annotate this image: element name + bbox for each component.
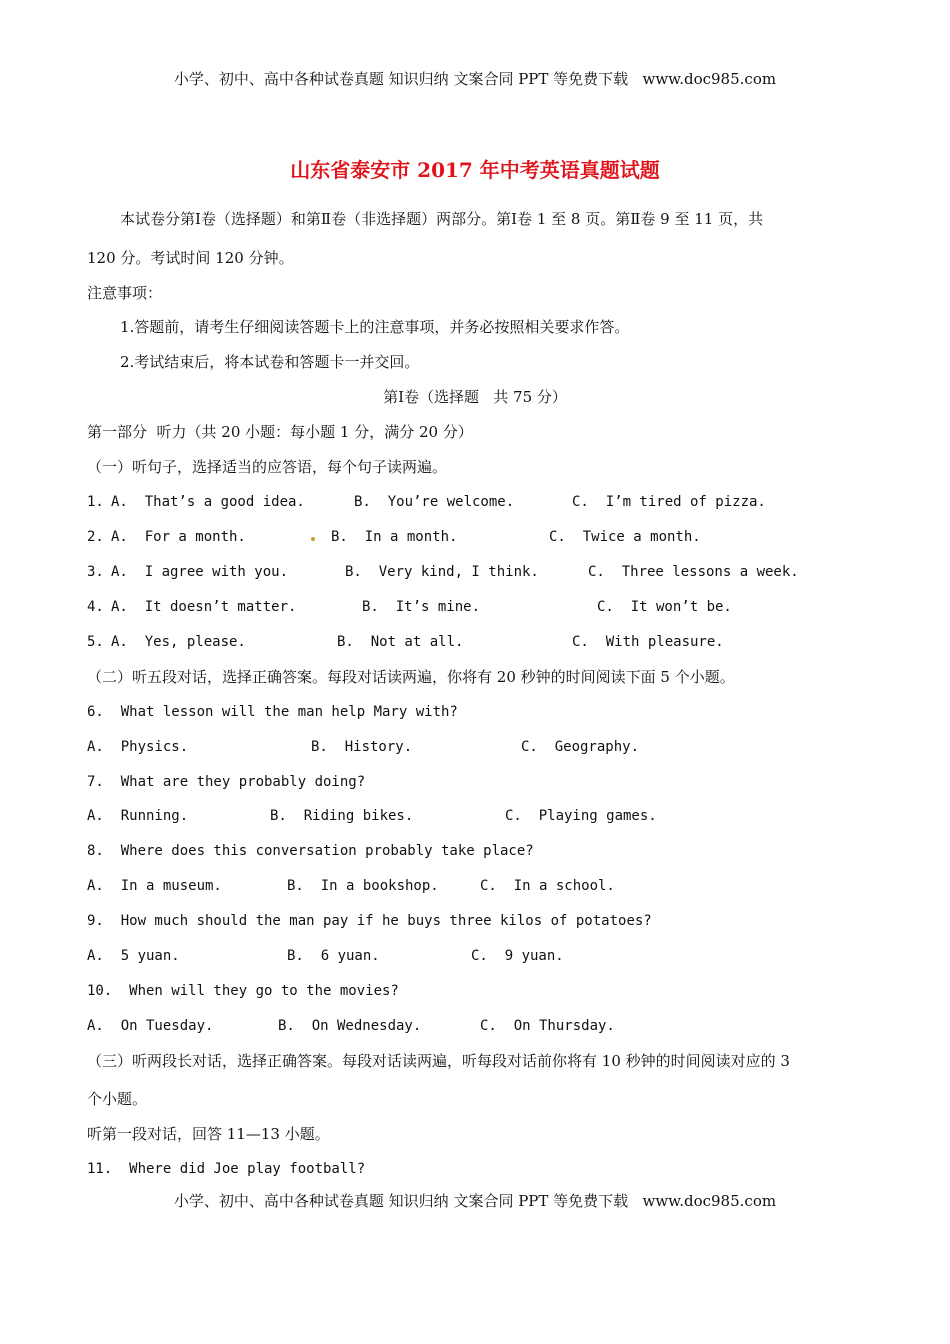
question-text: 10. When will they go to the movies?: [87, 983, 399, 999]
option-c: C. With pleasure.: [572, 634, 724, 650]
option-b: B. History.: [311, 739, 413, 755]
page-footer: 小学、初中、高中各种试卷真题 知识归纳 文案合同 PPT 等免费下载 www.doc985.com: [173, 1192, 777, 1210]
page-header: 小学、初中、高中各种试卷真题 知识归纳 文案合同 PPT 等免费下载 www.doc985.com: [173, 70, 777, 88]
note-2: 2.考试结束后，将本试卷和答题卡一并交回。: [120, 353, 420, 371]
notes-title: 注意事项：: [87, 284, 163, 302]
option-a: A. On Tuesday.: [87, 1018, 214, 1034]
question-text: 9. How much should the man pay if he buys three kilos of potatoes?: [87, 913, 652, 929]
option-b: B. 6 yuan.: [287, 948, 380, 964]
question-number: 1.: [87, 494, 104, 510]
subsection-1: （一）听句子，选择适当的应答语，每个句子读两遍。: [87, 458, 448, 476]
option-a: A. I agree with you.: [111, 564, 289, 580]
question-number: 2.: [87, 529, 104, 545]
option-c: C. It won’t be.: [597, 599, 732, 615]
subsection-2: （二）听五段对话，选择正确答案。每段对话读两遍，你将有 20 秒钟的时间阅读下面 5 个小题。: [87, 668, 735, 686]
question-number: 4.: [87, 599, 104, 615]
option-a: A. Yes, please.: [111, 634, 246, 650]
note-1: 1.答题前，请考生仔细阅读答题卡上的注意事项，并务必按照相关要求作答。: [120, 318, 630, 336]
part1-title: 第一部分 听力（共 20 小题：每小题 1 分，满分 20 分）: [87, 423, 473, 441]
subsection-3-line-1: （三）听两段长对话，选择正确答案。每段对话读两遍，听每段对话前你将有 10 秒钟的时间阅读对应的 3: [87, 1052, 790, 1070]
option-b: B. Very kind, I think.: [345, 564, 539, 580]
option-a: A. Running.: [87, 808, 189, 824]
option-a: A. Physics.: [87, 739, 189, 755]
option-b: B. Not at all.: [337, 634, 464, 650]
option-a: A. That’s a good idea.: [111, 494, 305, 510]
section-title: 第Ⅰ卷（选择题 共 75 分）: [383, 388, 567, 406]
option-c: C. 9 yuan.: [471, 948, 564, 964]
subsection-3-line-2: 个小题。: [87, 1090, 148, 1108]
option-b: B. In a bookshop.: [287, 878, 439, 894]
option-b: B. In a month.: [331, 529, 458, 545]
option-c: C. Three lessons a week.: [588, 564, 799, 580]
option-a: A. It doesn’t matter.: [111, 599, 297, 615]
option-b: B. On Wednesday.: [278, 1018, 422, 1034]
option-c: C. In a school.: [480, 878, 615, 894]
page-title: 山东省泰安市 2017 年中考英语真题试题: [290, 158, 660, 182]
question-number: 3.: [87, 564, 104, 580]
option-c: C. On Thursday.: [480, 1018, 615, 1034]
question-text: 7. What are they probably doing?: [87, 774, 366, 790]
option-b: B. It’s mine.: [362, 599, 481, 615]
option-b: B. Riding bikes.: [270, 808, 414, 824]
stray-dot: [311, 537, 315, 541]
option-c: C. Twice a month.: [549, 529, 701, 545]
option-a: A. For a month.: [111, 529, 246, 545]
intro-line-1: 本试卷分第Ⅰ卷（选择题）和第Ⅱ卷（非选择题）两部分。第Ⅰ卷 1 至 8 页。第Ⅱ卷 9 至 11 页，共: [120, 210, 764, 228]
option-a: A. 5 yuan.: [87, 948, 180, 964]
question-text: 8. Where does this conversation probably take place?: [87, 843, 534, 859]
option-c: C. Geography.: [521, 739, 640, 755]
question-number: 5.: [87, 634, 104, 650]
option-a: A. In a museum.: [87, 878, 222, 894]
question-text: 11. Where did Joe play football?: [87, 1161, 366, 1177]
dialog-1-instruction: 听第一段对话，回答 11—13 小题。: [87, 1125, 330, 1143]
question-text: 6. What lesson will the man help Mary with?: [87, 704, 458, 720]
option-c: C. Playing games.: [505, 808, 657, 824]
option-b: B. You’re welcome.: [354, 494, 515, 510]
intro-line-2: 120 分。考试时间 120 分钟。: [87, 249, 294, 267]
option-c: C. I’m tired of pizza.: [572, 494, 766, 510]
